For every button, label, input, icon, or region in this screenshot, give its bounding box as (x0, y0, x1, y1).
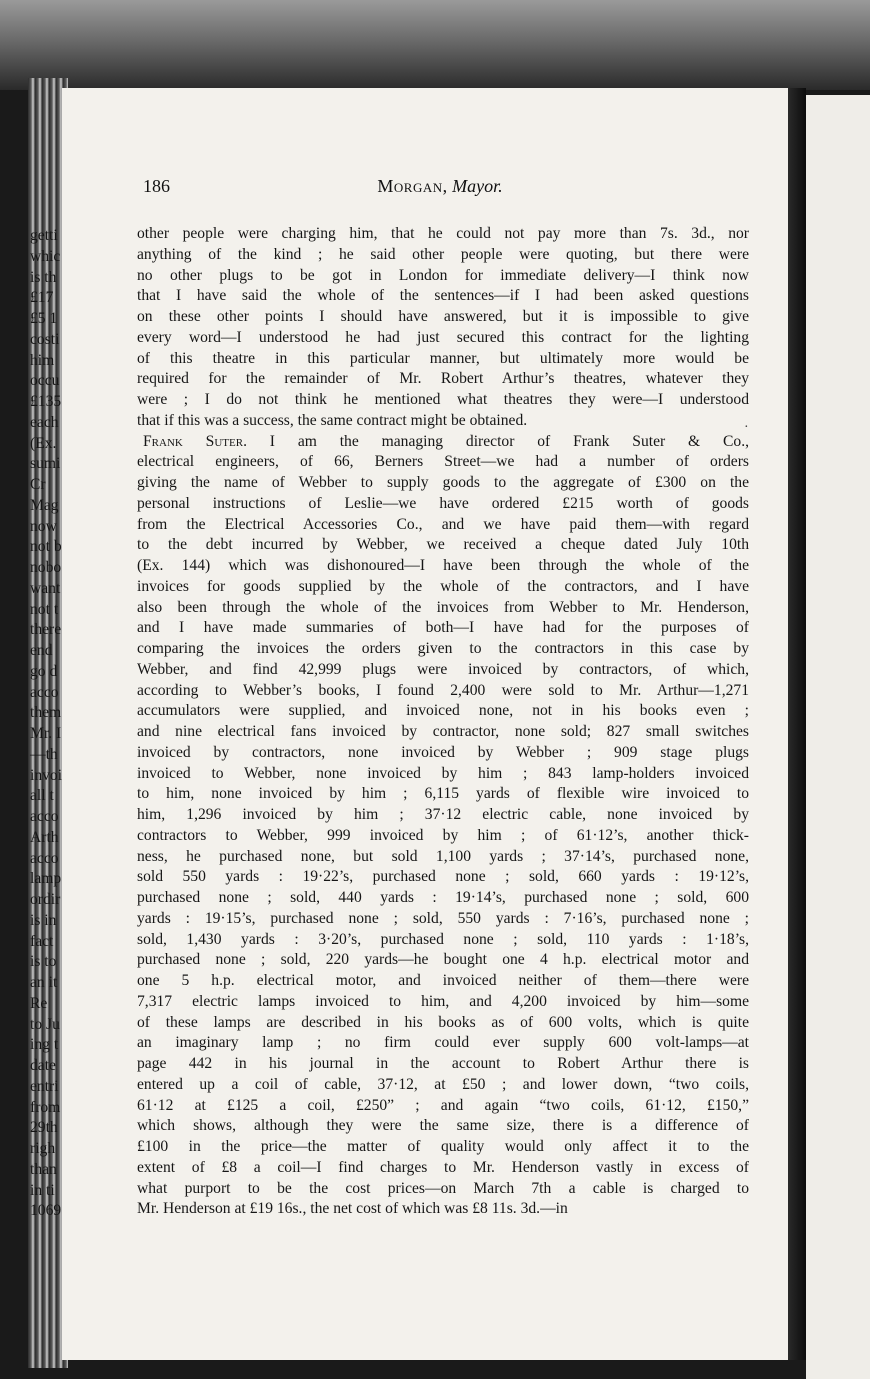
text-line: purchased none ; sold, 440 yards : 19·14’s, purchased none ; sold, 600 (137, 889, 749, 906)
page-right-partial (806, 95, 870, 1379)
next-page-fragment: there (30, 621, 62, 639)
page-gutter (788, 88, 806, 1360)
text-line: to him, none invoiced by him ; 6,115 yards of flexible wire invoiced to (137, 785, 749, 803)
next-page-fragment: (Ex. (30, 434, 57, 452)
text-line: were ; I do not think he mentioned what theatres they were—I understood (137, 391, 749, 408)
text-line: 61·12 at £125 a coil, £250” ; and again “two coils, 61·12, £150,” (137, 1096, 749, 1114)
next-page-fragment: Mr. I (30, 725, 62, 742)
next-page-fragment: is th (30, 268, 57, 286)
text-line: £100 in the price—the matter of quality would only affect it to the (137, 1138, 749, 1155)
text-line: one 5 h.p. electrical motor, and invoiced neither of them—there were (137, 972, 749, 989)
next-page-fragment: now (30, 517, 57, 535)
next-page-fragment: 1069 (30, 1202, 62, 1220)
next-page-fragment: each (30, 413, 59, 431)
next-page-fragment: sumi (30, 455, 61, 473)
next-page-fragment: end (30, 642, 53, 659)
text-line: other people were charging him, that he could not pay more than 7s. 3d., nor (137, 225, 749, 242)
next-page-fragment: in ti (30, 1181, 55, 1199)
text-line: contractors to Webber, 999 invoiced by him ; of 61·12’s, another thick- (137, 826, 749, 844)
next-page-fragment: nobo (30, 559, 62, 576)
text-line: Frank Suter. I am the managing director of Frank Suter & Co., (143, 432, 749, 450)
next-page-fragment: 29th (30, 1119, 58, 1137)
text-line: comparing the invoices the orders given to the contractors in this case by (137, 640, 749, 657)
text-line: page 442 in his journal in the account to Robert Arthur there is (137, 1055, 749, 1072)
text-line: sold, 1,430 yards : 3·20’s, purchased none ; sold, 110 yards : 1·18’s, (137, 930, 749, 948)
text-line: every word—I understood he had just secured this contract for the lighting (137, 328, 749, 346)
next-page-fragment: Cr (30, 476, 46, 493)
text-line: according to Webber’s books, I found 2,400 were sold to Mr. Arthur—1,271 (137, 681, 749, 699)
next-page-fragment: not t (30, 600, 59, 618)
text-line: giving the name of Webber to supply goods to the aggregate of £300 on the (137, 474, 749, 491)
text-line: no other plugs to be got in London for immediate delivery—I think now (137, 266, 749, 284)
text-line: that if this was a success, the same contract might be obtained. (137, 411, 528, 429)
text-line: entered up a coil of cable, 37·12, at £50 ; and lower down, “two coils, (137, 1075, 749, 1093)
next-page-fragment: righ (30, 1140, 56, 1157)
text-line: personal instructions of Leslie—we have ordered £215 worth of goods (137, 494, 749, 512)
text-line: from the Electrical Accessories Co., and we have paid them—with regard (137, 515, 749, 533)
text-line: extent of £8 a coil—I find charges to Mr. Henderson vastly in excess of (137, 1158, 749, 1176)
next-page-fragment: is to (30, 953, 57, 971)
text-line: yards : 19·15’s, purchased none ; sold, 550 yards : 7·16’s, purchased none ; (137, 909, 749, 927)
body-text (137, 224, 749, 1220)
text-line: invoices for goods supplied by the whole of the contractors, and I have (137, 577, 749, 595)
speaker-name: Frank Suter. (143, 432, 247, 450)
text-line: on these other points I should have answered, but it is impossible to give (137, 308, 749, 325)
text-line: ness, he purchased none, but sold 1,100 yards ; 37·14’s, purchased none, (137, 847, 749, 865)
text-line: 7,317 electric lamps invoiced to him, and 4,200 invoiced by him—some (137, 992, 749, 1010)
next-page-fragment: whic (30, 247, 61, 265)
text-line: sold 550 yards : 19·22’s, purchased none ; sold, 660 yards : 19·12’s, (137, 868, 749, 886)
next-page-fragment: fact (30, 932, 54, 950)
next-page-fragment: £135 (30, 393, 62, 410)
next-page-fragment: an it (30, 974, 58, 991)
next-page-fragment: costi (30, 330, 60, 348)
text-line: invoiced to Webber, none invoiced by him ; 843 lamp-holders invoiced (137, 764, 749, 782)
text-line: (Ex. 144) which was dishonoured—I have been through the whole of the (137, 557, 749, 574)
next-page-fragment: Arth (30, 828, 59, 846)
next-page-fragment: from (30, 1098, 61, 1116)
text-line: an imaginary lamp ; no firm could ever supply 600 volt-lamps—at (137, 1034, 749, 1052)
next-page-fragment: —th (30, 745, 58, 763)
text-line: which shows, although they were the same size, there is a difference of (137, 1117, 749, 1135)
next-page-fragment: him (30, 351, 55, 369)
page-number: 186 (143, 176, 170, 196)
running-head (130, 176, 750, 197)
next-page-fragment: date (30, 1057, 56, 1074)
page-header (130, 176, 750, 206)
text-line: purchased none ; sold, 220 yards—he bought one 4 h.p. electrical motor and (137, 951, 749, 969)
text-line: also been through the whole of the invoices from Webber to Mr. Henderson, (137, 598, 749, 616)
text-line: him, 1,296 invoiced by him ; 37·12 electric cable, none invoiced by (137, 806, 749, 823)
next-page-fragment: £5 1 (30, 310, 58, 327)
text-line: and nine electrical fans invoiced by contractor, none sold; 827 small switches (137, 723, 749, 740)
next-page-fragment: to Ju (30, 1015, 60, 1033)
next-page-fragment: acco (30, 683, 59, 701)
text-line: required for the remainder of Mr. Robert Arthur’s theatres, whatever they (137, 370, 749, 388)
next-page-fragment: than (30, 1160, 57, 1178)
running-head-name: Morgan, (377, 176, 448, 196)
next-page-fragment: ing t (30, 1036, 59, 1054)
next-page-fragment: is in (30, 911, 57, 929)
next-page-fragment: go d (30, 662, 58, 680)
next-page-fragment: lamp (30, 870, 62, 888)
running-head-role: Mayor. (452, 176, 503, 196)
next-page-fragment: £17 (30, 289, 54, 307)
text-line: accumulators were supplied, and invoiced none, not in his books even ; (137, 702, 749, 720)
text-line: Mr. Henderson at £19 16s., the net cost of which was £8 11s. 3d.—in (137, 1200, 568, 1218)
next-page-fragment: not b (30, 538, 62, 556)
text-line: and I have made summaries of both—I have had for the purposes of (137, 619, 749, 637)
text-line: invoiced by contractors, none invoiced by Webber ; 909 stage plugs (137, 743, 749, 761)
next-page-fragment: invoi (30, 766, 63, 784)
next-page-fragment: occu (30, 372, 60, 390)
text-line: that I have said the whole of the sentences—if I had been asked questions (137, 287, 749, 305)
next-page-fragment: getti (30, 227, 58, 244)
next-page-fragment: Re (30, 994, 48, 1012)
next-page-fragment: entri (30, 1077, 59, 1095)
next-page-fragment: all t (30, 787, 54, 805)
text-line: electrical engineers, of 66, Berners Street—we had a number of orders (137, 453, 749, 471)
next-page-fragment: Mag (30, 496, 59, 514)
next-page-fragment: acco (30, 808, 59, 825)
text-line: Webber, and find 42,999 plugs were invoiced by contractors, of which, (137, 660, 749, 678)
text-line: of this theatre in this particular manner, but ultimately more would be (137, 349, 749, 367)
margin-mark: · (744, 420, 749, 435)
next-page-fragment: ordir (30, 891, 61, 908)
next-page-text (30, 226, 90, 1222)
scan-top-edge (0, 0, 870, 90)
text-line: of these lamps are described in his books as of 600 volts, which is quite (137, 1013, 749, 1031)
text-line: to the debt incurred by Webber, we received a cheque dated July 10th (137, 536, 749, 554)
next-page-fragment: them (30, 704, 62, 722)
next-page-fragment: acco (30, 849, 59, 867)
text-line: anything of the kind ; he said other people were quoting, but there were (137, 245, 749, 263)
next-page-fragment: want (30, 579, 61, 597)
text-line: what purport to be the cost prices—on March 7th a cable is charged to (137, 1179, 749, 1197)
